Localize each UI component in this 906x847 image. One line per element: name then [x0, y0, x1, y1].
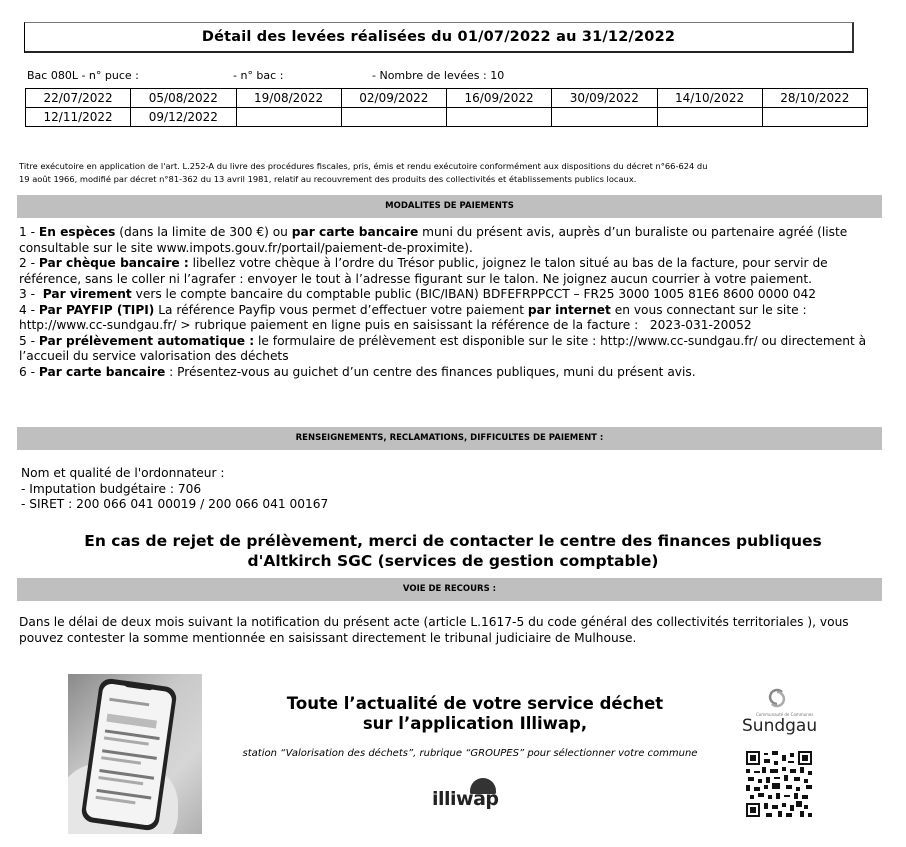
- table-cell: 28/10/2022: [762, 89, 867, 108]
- payment-item: [19, 303, 889, 334]
- qr-code-icon[interactable]: [746, 750, 812, 818]
- table-cell: 30/09/2022: [552, 89, 657, 108]
- table-row: [26, 108, 868, 127]
- ordonnateur-info: [21, 466, 891, 513]
- page-title: Détail des levées réalisées du 01/07/2022 au 31/12/2022: [24, 22, 854, 53]
- table-cell: [552, 108, 657, 127]
- table-cell: 22/07/2022: [26, 89, 131, 108]
- item-text: muni du présent avis, auprès d’un buraliste ou partenaire agréé (liste consultable sur le site www.impots.gouv.fr/portail/paiement-de-proximite).: [19, 225, 848, 255]
- info-line: - Imputation budgétaire : 706: [21, 481, 202, 496]
- promo-subtitle: station “Valorisation des déchets”, rubrique “GROUPES” pour sélectionner votre commune: [242, 748, 698, 759]
- payment-methods-list: [19, 225, 889, 380]
- sundgau-logo-subtitle: Communauté de Communes: [756, 712, 814, 717]
- table-cell: [236, 108, 341, 127]
- legal-notice-line: 19 août 1966, modifié par décret n°81-362 du 13 avril 1981, relatif au recouvrement des produits des collectivités et établissements publics locaux.: [19, 174, 637, 184]
- item-text: La référence Payfip vous permet d’effectuer votre paiement: [154, 302, 528, 317]
- table-cell: [762, 108, 867, 127]
- item-method: Par prélèvement automatique :: [38, 333, 255, 348]
- bac-number-label: - n° bac :: [233, 69, 284, 82]
- item-method: par carte bancaire: [291, 225, 419, 239]
- table-cell: [657, 108, 762, 127]
- item-number: 4 -: [19, 302, 39, 317]
- info-line: Nom et qualité de l'ordonnateur :: [21, 466, 225, 480]
- item-text: (dans la limite de 300 €) ou: [115, 225, 292, 239]
- rejection-line: d'Altkirch SGC (services de gestion comptable): [247, 552, 659, 570]
- item-number: 1 -: [19, 225, 39, 239]
- item-method: Par PAYFIP (TIPI): [38, 302, 155, 317]
- table-cell: 02/09/2022: [341, 89, 446, 108]
- payment-item: [19, 365, 889, 381]
- table-row: [26, 89, 868, 108]
- item-method: En espèces: [38, 225, 116, 239]
- table-cell: 14/10/2022: [657, 89, 762, 108]
- promo-title-line: sur l’application Illiwap,: [362, 714, 588, 733]
- item-text: le formulaire de prélèvement est disponible sur le site : http://www.cc-sundgau.fr/ ou directement à l’accueil du service valorisation des déchets: [19, 333, 867, 363]
- pickup-count-label: - Nombre de levées : 10: [372, 69, 505, 82]
- bac-chip-label: Bac 080L - n° puce :: [27, 69, 139, 82]
- sundgau-swirl-icon: [767, 687, 787, 709]
- item-method: Par chèque bancaire :: [38, 256, 189, 270]
- illiwap-logo: illiwap: [432, 788, 499, 810]
- payment-item: [19, 256, 889, 287]
- sundgau-logo: Sundgau: [742, 716, 818, 736]
- pickup-dates-table: [25, 88, 868, 127]
- item-number: 3 -: [19, 287, 43, 301]
- item-text: en vous connectant sur le site : http://www.cc-sundgau.fr/ > rubrique paiement en ligne puis en saisissant la référence de la facture : 2023-031-20052: [19, 302, 811, 332]
- phone-app-image: [68, 674, 202, 834]
- table-cell: [447, 108, 552, 127]
- table-cell: 12/11/2022: [26, 108, 131, 127]
- table-cell: 19/08/2022: [236, 89, 341, 108]
- payment-methods-heading: MODALITES DE PAIEMENTS: [17, 195, 882, 218]
- info-heading: RENSEIGNEMENTS, RECLAMATIONS, DIFFICULTES DE PAIEMENT :: [17, 427, 882, 450]
- item-number: 2 -: [19, 256, 39, 270]
- item-method: Par virement: [42, 287, 132, 301]
- payment-item: [19, 334, 889, 365]
- item-number: 6 -: [19, 364, 39, 379]
- item-text: : Présentez-vous au guichet d’un centre des finances publiques, muni du présent avis.: [165, 364, 696, 379]
- appeal-text: Dans le délai de deux mois suivant la notification du présent acte (article L.1617-5 du code général des collectivités territoriales ), vous pouvez contester la somme mentionnée en saisissant directement le tribunal judiciaire de Mulhouse.: [19, 615, 849, 645]
- payment-item: [19, 287, 889, 303]
- rejection-notice: [0, 531, 906, 571]
- item-method: Par carte bancaire: [38, 364, 166, 379]
- table-cell: 16/09/2022: [447, 89, 552, 108]
- item-text: libellez votre chèque à l’ordre du Trésor public, joignez le talon situé au bas de la facture, pour servir de référence, sans le coller ni l’agrafer : envoyer le tout à l’adresse figurant sur le talon. Ne joignez aucun courrier à votre paiement.: [19, 256, 828, 286]
- payment-item: [19, 225, 889, 256]
- appeal-heading: VOIE DE RECOURS :: [17, 578, 882, 601]
- table-cell: 05/08/2022: [131, 89, 236, 108]
- item-text: vers le compte bancaire du comptable public (BIC/IBAN) BDFEFRPPCCT – FR25 3000 1005 81E6 8600 0000 042: [131, 287, 817, 301]
- rejection-line: En cas de rejet de prélèvement, merci de contacter le centre des finances publiques: [84, 532, 822, 550]
- table-cell: [341, 108, 446, 127]
- legal-notice-line: Titre exécutoire en application de l'art. L.252-A du livre des procédures fiscales, pris, émis et rendu exécutoire conformément aux dispositions du décret n°66-624 du: [19, 161, 708, 171]
- promo-title: [230, 694, 720, 734]
- item-method: par internet: [527, 302, 611, 317]
- legal-notice: [19, 160, 894, 186]
- item-number: 5 -: [19, 333, 39, 348]
- info-line: - SIRET : 200 066 041 00019 / 200 066 041 00167: [21, 497, 329, 511]
- promo-title-line: Toute l’actualité de votre service déchet: [286, 694, 664, 713]
- table-cell: 09/12/2022: [131, 108, 236, 127]
